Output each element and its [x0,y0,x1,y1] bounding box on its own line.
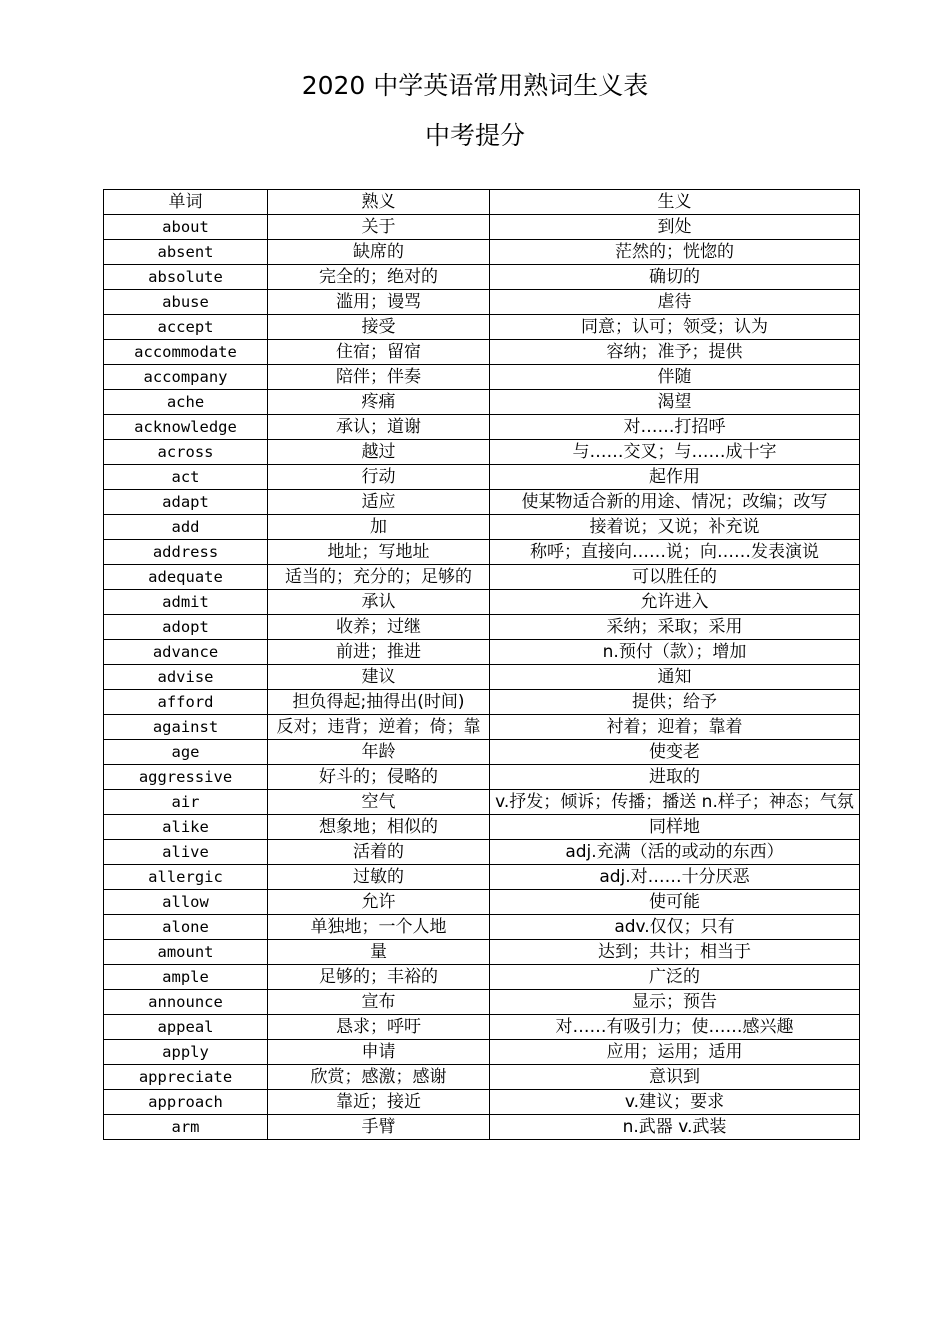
new-meaning-cell: 渴望 [490,390,860,415]
familiar-meaning-cell: 靠近；接近 [268,1090,490,1115]
vocabulary-table [103,189,860,1140]
familiar-meaning-cell: 过敏的 [268,865,490,890]
familiar-meaning-cell: 申请 [268,1040,490,1065]
familiar-meaning-cell: 年龄 [268,740,490,765]
familiar-meaning-cell: 活着的 [268,840,490,865]
table-row [104,915,860,940]
header-word: 单词 [104,190,268,215]
new-meaning-cell: 进取的 [490,765,860,790]
familiar-meaning-cell: 疼痛 [268,390,490,415]
word-cell: absolute [104,265,268,290]
word-cell: accompany [104,365,268,390]
table-row [104,715,860,740]
table-row [104,215,860,240]
familiar-meaning-cell: 手臂 [268,1115,490,1140]
new-meaning-cell: v.建议；要求 [490,1090,860,1115]
word-cell: accept [104,315,268,340]
new-meaning-cell: 同样地 [490,815,860,840]
familiar-meaning-cell: 越过 [268,440,490,465]
familiar-meaning-cell: 前进；推进 [268,640,490,665]
familiar-meaning-cell: 行动 [268,465,490,490]
word-cell: adequate [104,565,268,590]
familiar-meaning-cell: 陪伴；伴奏 [268,365,490,390]
table-row [104,690,860,715]
word-cell: against [104,715,268,740]
familiar-meaning-cell: 完全的；绝对的 [268,265,490,290]
new-meaning-cell: adj.充满（活的或动的东西） [490,840,860,865]
familiar-meaning-cell: 建议 [268,665,490,690]
familiar-meaning-cell: 承认；道谢 [268,415,490,440]
familiar-meaning-cell: 收养；过继 [268,615,490,640]
familiar-meaning-cell: 反对；违背；逆着；倚；靠 [268,715,490,740]
table-row [104,1015,860,1040]
new-meaning-cell: 可以胜任的 [490,565,860,590]
table-row [104,490,860,515]
table-row [104,640,860,665]
new-meaning-cell: 衬着；迎着；靠着 [490,715,860,740]
word-cell: alone [104,915,268,940]
table-row [104,265,860,290]
familiar-meaning-cell: 量 [268,940,490,965]
new-meaning-cell: 对……有吸引力；使……感兴趣 [490,1015,860,1040]
table-row [104,840,860,865]
new-meaning-cell: 通知 [490,665,860,690]
new-meaning-cell: 意识到 [490,1065,860,1090]
familiar-meaning-cell: 地址；写地址 [268,540,490,565]
word-cell: alive [104,840,268,865]
new-meaning-cell: 到处 [490,215,860,240]
table-row [104,240,860,265]
table-row [104,740,860,765]
new-meaning-cell: 确切的 [490,265,860,290]
table-row [104,415,860,440]
new-meaning-cell: 允许进入 [490,590,860,615]
word-cell: ample [104,965,268,990]
new-meaning-cell: 使可能 [490,890,860,915]
word-cell: adapt [104,490,268,515]
word-cell: age [104,740,268,765]
word-cell: afford [104,690,268,715]
word-cell: accommodate [104,340,268,365]
familiar-meaning-cell: 适应 [268,490,490,515]
familiar-meaning-cell: 足够的；丰裕的 [268,965,490,990]
new-meaning-cell: 称呼；直接向……说；向……发表演说 [490,540,860,565]
table-row [104,515,860,540]
new-meaning-cell: adj.对……十分厌恶 [490,865,860,890]
new-meaning-cell: 与……交叉；与……成十字 [490,440,860,465]
word-cell: announce [104,990,268,1015]
word-cell: about [104,215,268,240]
new-meaning-cell: 使变老 [490,740,860,765]
new-meaning-cell: 茫然的；恍惚的 [490,240,860,265]
table-row [104,990,860,1015]
table-row [104,590,860,615]
table-row [104,1090,860,1115]
new-meaning-cell: 对……打招呼 [490,415,860,440]
word-cell: ache [104,390,268,415]
new-meaning-cell: 接着说；又说；补充说 [490,515,860,540]
new-meaning-cell: 伴随 [490,365,860,390]
word-cell: aggressive [104,765,268,790]
new-meaning-cell: n.预付（款）；增加 [490,640,860,665]
table-row [104,940,860,965]
familiar-meaning-cell: 适当的；充分的；足够的 [268,565,490,590]
familiar-meaning-cell: 住宿；留宿 [268,340,490,365]
word-cell: adopt [104,615,268,640]
table-row [104,815,860,840]
familiar-meaning-cell: 关于 [268,215,490,240]
new-meaning-cell: adv.仅仅；只有 [490,915,860,940]
table-row [104,440,860,465]
table-row [104,540,860,565]
familiar-meaning-cell: 允许 [268,890,490,915]
familiar-meaning-cell: 承认 [268,590,490,615]
word-cell: appreciate [104,1065,268,1090]
page-subtitle: 中考提分 [424,121,525,150]
table-row [104,290,860,315]
new-meaning-cell: v.抒发；倾诉；传播；播送 n.样子；神态；气氛 [490,790,860,815]
table-row [104,1065,860,1090]
new-meaning-cell: 应用；运用；适用 [490,1040,860,1065]
familiar-meaning-cell: 单独地；一个人地 [268,915,490,940]
table-row [104,340,860,365]
familiar-meaning-cell: 担负得起;抽得出(时间) [268,690,490,715]
familiar-meaning-cell: 空气 [268,790,490,815]
new-meaning-cell: 广泛的 [490,965,860,990]
new-meaning-cell: n.武器 v.武装 [490,1115,860,1140]
table-row [104,315,860,340]
familiar-meaning-cell: 欣赏；感激；感谢 [268,1065,490,1090]
familiar-meaning-cell: 缺席的 [268,240,490,265]
word-cell: advise [104,665,268,690]
familiar-meaning-cell: 宣布 [268,990,490,1015]
new-meaning-cell: 起作用 [490,465,860,490]
word-cell: across [104,440,268,465]
new-meaning-cell: 使某物适合新的用途、情况；改编；改写 [490,490,860,515]
familiar-meaning-cell: 接受 [268,315,490,340]
familiar-meaning-cell: 滥用；谩骂 [268,290,490,315]
page-title: 2020 中学英语常用熟词生义表 [301,71,649,100]
table-row [104,390,860,415]
word-cell: abuse [104,290,268,315]
familiar-meaning-cell: 想象地；相似的 [268,815,490,840]
table-row [104,665,860,690]
table-row [104,965,860,990]
word-cell: admit [104,590,268,615]
word-cell: absent [104,240,268,265]
new-meaning-cell: 采纳；采取；采用 [490,615,860,640]
table-body [104,215,860,1140]
table-row [104,1040,860,1065]
word-cell: appeal [104,1015,268,1040]
word-cell: act [104,465,268,490]
new-meaning-cell: 虐待 [490,290,860,315]
word-cell: alike [104,815,268,840]
table-row [104,765,860,790]
header-familiar-meaning: 熟义 [268,190,490,215]
word-cell: address [104,540,268,565]
word-cell: acknowledge [104,415,268,440]
table-row [104,615,860,640]
word-cell: arm [104,1115,268,1140]
word-cell: allow [104,890,268,915]
new-meaning-cell: 同意；认可；领受；认为 [490,315,860,340]
word-cell: apply [104,1040,268,1065]
table-row [104,865,860,890]
familiar-meaning-cell: 好斗的；侵略的 [268,765,490,790]
new-meaning-cell: 显示；预告 [490,990,860,1015]
word-cell: add [104,515,268,540]
header-new-meaning: 生义 [490,190,860,215]
table-row [104,890,860,915]
word-cell: approach [104,1090,268,1115]
table-row [104,465,860,490]
new-meaning-cell: 提供；给予 [490,690,860,715]
table-row [104,365,860,390]
new-meaning-cell: 容纳；准予；提供 [490,340,860,365]
word-cell: air [104,790,268,815]
familiar-meaning-cell: 恳求；呼吁 [268,1015,490,1040]
word-cell: advance [104,640,268,665]
table-row [104,790,860,815]
word-cell: allergic [104,865,268,890]
new-meaning-cell: 达到；共计；相当于 [490,940,860,965]
familiar-meaning-cell: 加 [268,515,490,540]
word-cell: amount [104,940,268,965]
table-row [104,1115,860,1140]
table-row [104,565,860,590]
table-header-row [104,190,860,215]
